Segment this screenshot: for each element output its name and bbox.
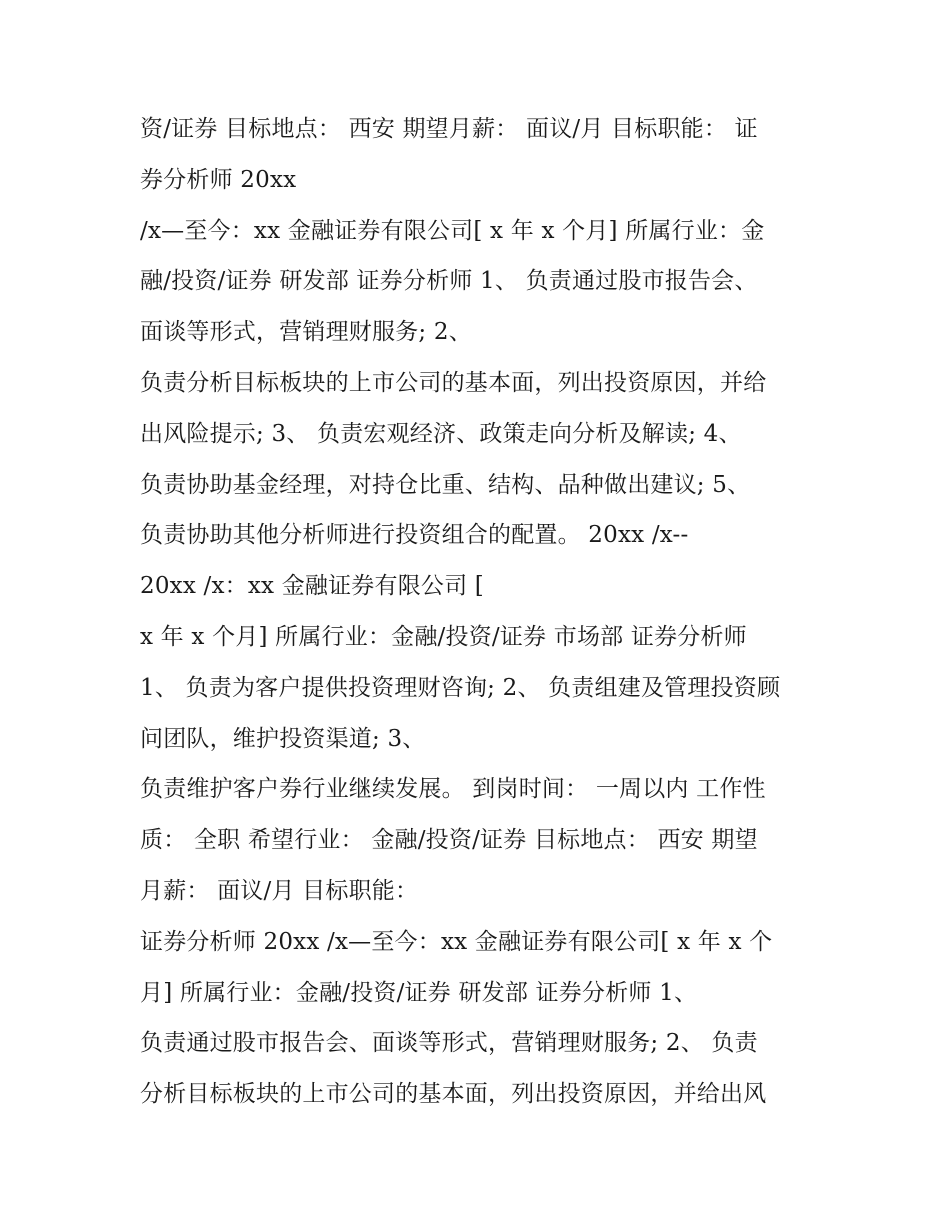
text-line: 融/投资/证券 研发部 证券分析师 1、 负责通过股市报告会、	[140, 268, 758, 295]
text-line: 面谈等形式，营销理财服务; 2、	[140, 319, 472, 346]
text-line: 负责协助其他分析师进行投资组合的配置。 20xx /x--	[140, 522, 689, 549]
text-line: /x—至今：xx 金融证券有限公司[ x 年 x 个月] 所属行业：金	[140, 217, 765, 244]
text-line: x 年 x 个月] 所属行业：金融/投资/证券 市场部 证券分析师	[140, 623, 747, 650]
text-line: 负责维护客户券行业继续发展。 到岗时间： 一周以内 工作性	[140, 776, 766, 803]
text-line: 负责协助基金经理，对持仓比重、结构、品种做出建议; 5、	[140, 471, 751, 498]
text-line: 20xx /x：xx 金融证券有限公司 [	[140, 573, 484, 600]
text-line: 负责通过股市报告会、面谈等形式，营销理财服务; 2、 负责	[140, 1030, 758, 1057]
text-line: 证券分析师 20xx /x—至今：xx 金融证券有限公司[ x 年 x 个	[140, 928, 773, 955]
text-line: 月] 所属行业：金融/投资/证券 研发部 证券分析师 1、	[140, 979, 698, 1006]
text-line: 质： 全职 希望行业： 金融/投资/证券 目标地点： 西安 期望	[140, 827, 758, 854]
text-line: 资/证券 目标地点： 西安 期望月薪： 面议/月 目标职能： 证	[140, 116, 758, 142]
resume-text-body	[140, 104, 840, 1120]
text-line: 分析目标板块的上市公司的基本面，列出投资原因，并给出风	[140, 1081, 767, 1108]
text-line: 月薪： 面议/月 目标职能：	[140, 877, 419, 904]
text-line: 问团队，维护投资渠道; 3、	[140, 725, 426, 752]
text-line: 1、 负责为客户提供投资理财咨询; 2、 负责组建及管理投资顾	[140, 674, 781, 701]
text-line: 券分析师 20xx	[140, 166, 297, 193]
text-line: 负责分析目标板块的上市公司的基本面，列出投资原因，并给	[140, 369, 767, 396]
text-line: 出风险提示; 3、 负责宏观经济、政策走向分析及解读; 4、	[140, 420, 742, 447]
